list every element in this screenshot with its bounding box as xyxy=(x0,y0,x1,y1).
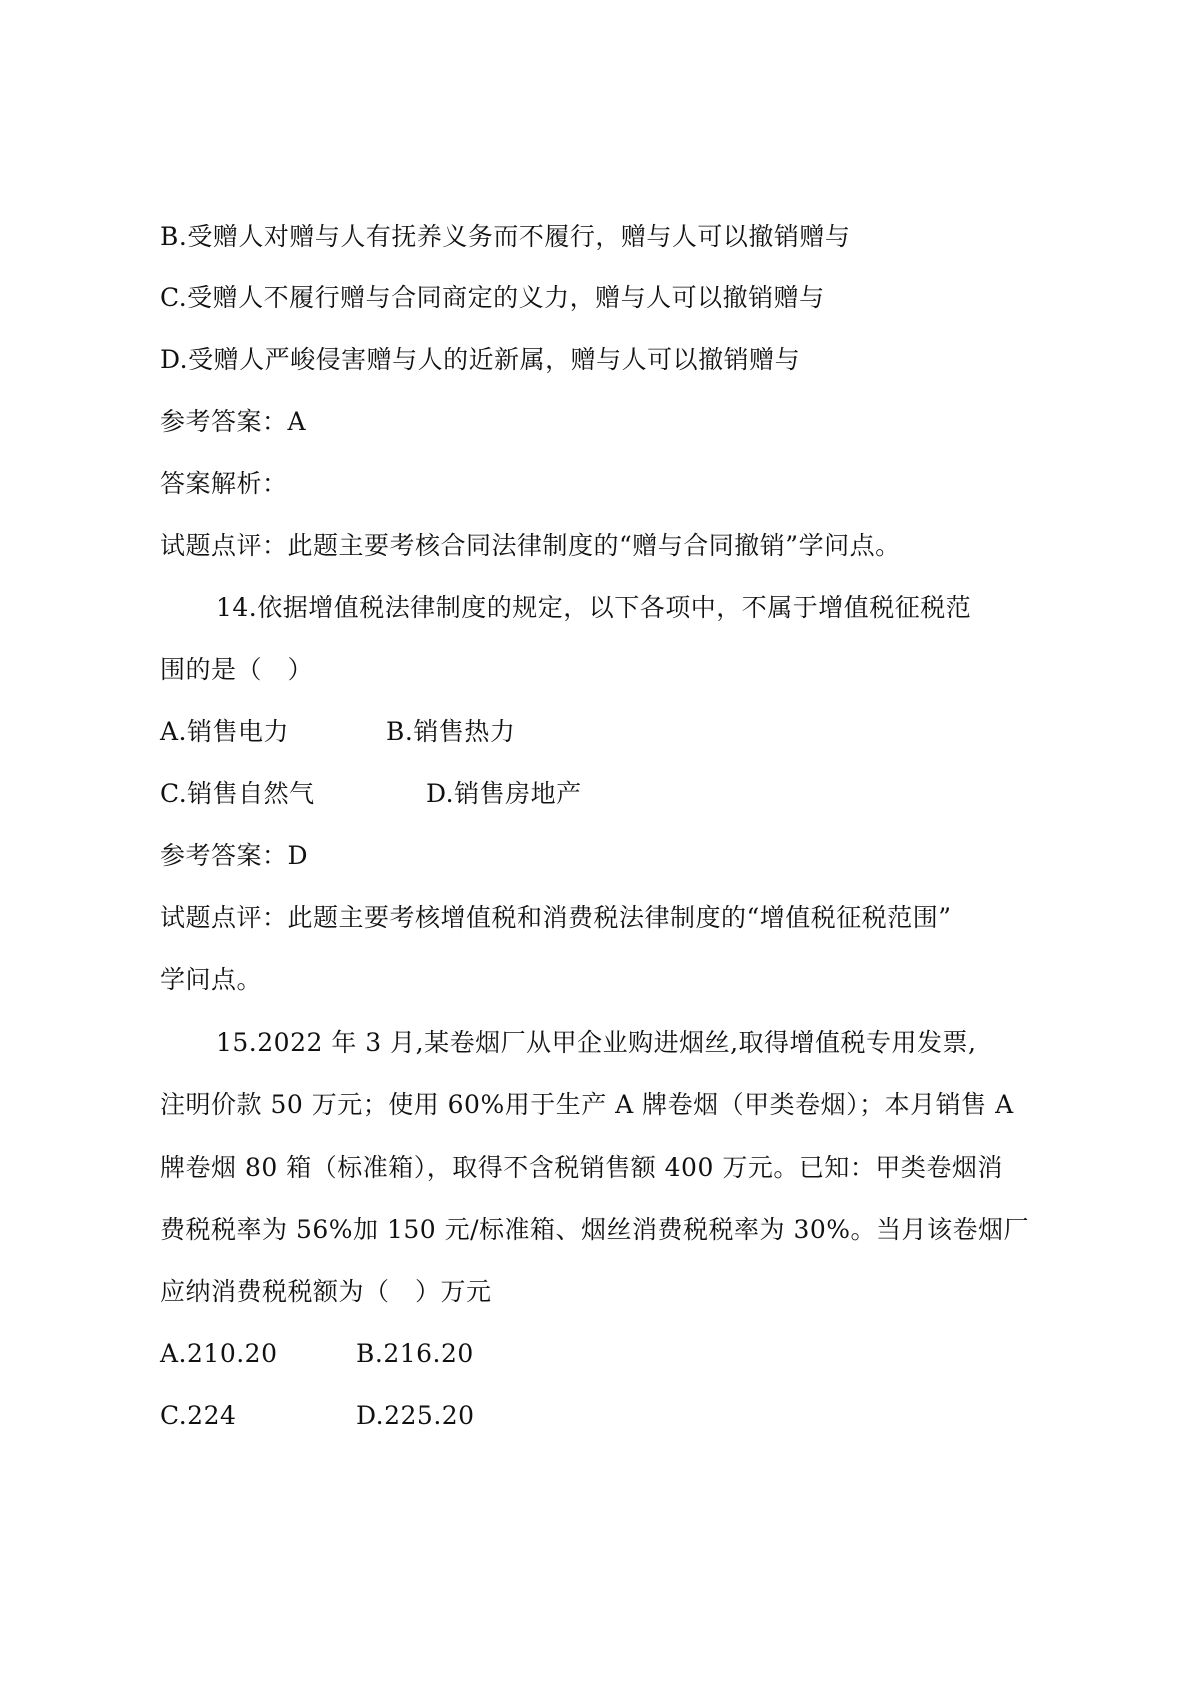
q15-stem-line-2: 注明价款 50 万元；使用 60%用于生产 A 牌卷烟（甲类卷烟）；本月销售 A xyxy=(160,1090,1014,1119)
q13-option-c: C.受赠人不履行赠与合同商定的义力，赠与人可以撤销赠与 xyxy=(160,283,825,312)
q14-comment-line-2: 学问点。 xyxy=(160,965,263,994)
q14-option-c: C.销售自然气 xyxy=(160,779,315,808)
q15-options-row-2 xyxy=(160,1398,475,1434)
q13-comment: 试题点评：此题主要考核合同法律制度的“赠与合同撤销”学问点。 xyxy=(160,531,901,560)
q14-option-a: A.销售电力 xyxy=(160,717,290,746)
q13-option-d: D.受赠人严峻侵害赠与人的近新属，赠与人可以撤销赠与 xyxy=(160,345,801,374)
q14-options-row-2 xyxy=(160,776,582,812)
q15-option-c: C.224 xyxy=(160,1401,237,1430)
q15-options-row-1 xyxy=(160,1336,474,1372)
q14-option-b: B.销售热力 xyxy=(386,717,516,746)
q14-option-d: D.销售房地产 xyxy=(426,779,582,808)
q15-option-b: B.216.20 xyxy=(356,1339,474,1368)
q14-options-row-1 xyxy=(160,714,516,750)
q15-option-d: D.225.20 xyxy=(356,1401,475,1430)
q13-analysis: 答案解析： xyxy=(160,469,288,498)
q15-stem-line-5: 应纳消费税税额为（ ）万元 xyxy=(160,1277,492,1306)
q13-option-b: B.受赠人对赠与人有抚养义务而不履行，赠与人可以撤销赠与 xyxy=(160,222,851,251)
q14-stem-line-1: 14.依据增值税法律制度的规定，以下各项中，不属于增值税征税范 xyxy=(216,593,972,622)
q15-stem-line-3: 牌卷烟 80 箱（标准箱），取得不含税销售额 400 万元。已知：甲类卷烟消 xyxy=(160,1153,1003,1182)
q14-answer: 参考答案：D xyxy=(160,841,309,870)
q15-stem-line-4: 费税税率为 56%加 150 元/标准箱、烟丝消费税税率为 30%。当月该卷烟厂 xyxy=(160,1215,1030,1244)
q14-stem-line-2: 围的是（ ） xyxy=(160,655,314,684)
q15-stem-line-1: 15.2022 年 3 月,某卷烟厂从甲企业购进烟丝,取得增值税专用发票, xyxy=(216,1028,977,1057)
q15-option-a: A.210.20 xyxy=(160,1339,278,1368)
q14-comment-line-1: 试题点评：此题主要考核增值税和消费税法律制度的“增值税征税范围” xyxy=(160,903,952,932)
q13-answer: 参考答案：A xyxy=(160,407,307,436)
